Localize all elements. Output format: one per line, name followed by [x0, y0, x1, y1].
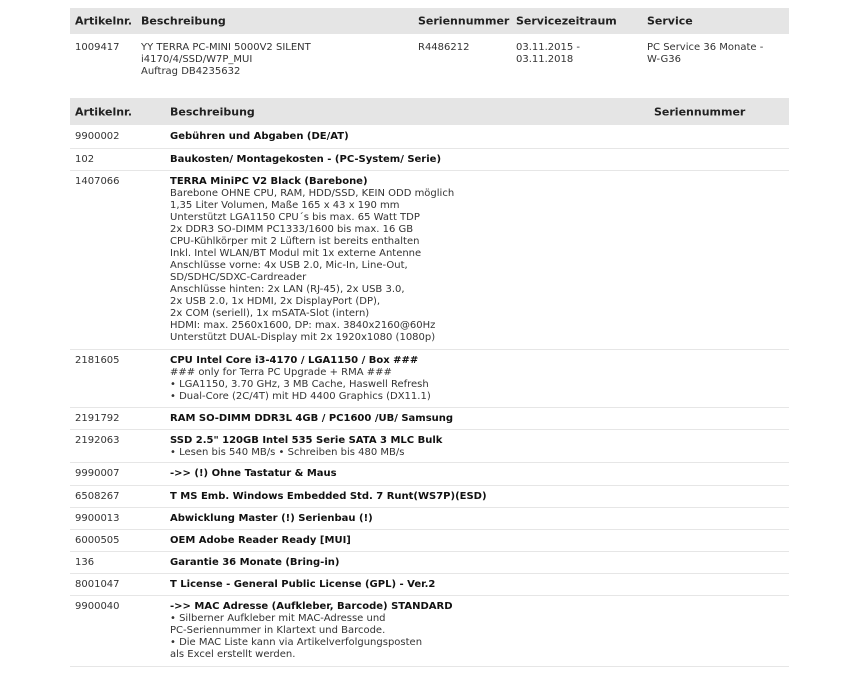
beschreibung-cell — [170, 579, 770, 591]
table1-header — [70, 8, 789, 34]
table-row — [70, 148, 789, 171]
artikelnr-cell: 8001047 — [75, 579, 120, 590]
col-artikelnr-header: Artikelnr. — [75, 14, 133, 28]
item-detail-line: 2x DDR3 SO-DIMM PC1333/1600 bis max. 16 GB — [170, 224, 414, 235]
table1-row — [70, 34, 789, 98]
item-title: TERRA MiniPC V2 Black (Barebone) — [170, 176, 368, 187]
item-detail-line: • Die MAC Liste kann via Artikelverfolgungsposten — [170, 637, 423, 648]
artikelnr-cell: 1407066 — [75, 176, 120, 187]
beschreibung-cell — [170, 557, 770, 569]
table-row — [70, 485, 789, 508]
item-detail-line: 1,35 Liter Volumen, Maße 165 x 43 x 190 mm — [170, 200, 400, 211]
beschreibung-cell — [170, 355, 770, 403]
service-line: W-G36 — [647, 53, 681, 65]
artikelnr-cell: 9900040 — [75, 601, 120, 612]
item-detail-line: 2x COM (seriell), 1x mSATA-Slot (intern) — [170, 308, 370, 319]
artikelnr-cell: 2191792 — [75, 413, 120, 424]
service-line: PC Service 36 Monate - — [647, 42, 764, 53]
col-beschreibung-header: Beschreibung — [141, 14, 226, 28]
item-detail-line: SD/SDHC/SDXC-Cardreader — [170, 272, 307, 283]
beschreibung-cell — [170, 601, 770, 661]
table-row — [70, 170, 789, 350]
col-seriennummer-header: Seriennummer — [418, 14, 510, 28]
item-detail-line: Anschlüsse hinten: 2x LAN (RJ-45), 2x USB 3.0, — [170, 284, 405, 295]
item-title: Baukosten/ Montagekosten - (PC-System/ Serie) — [170, 154, 442, 165]
beschreibung-cell — [170, 176, 770, 344]
seriennummer-cell: R4486212 — [418, 42, 470, 53]
beschreibung-cell — [141, 42, 311, 77]
item-detail-line: PC-Seriennummer in Klartext und Barcode. — [170, 625, 386, 636]
artikelnr-cell: 6508267 — [75, 491, 120, 502]
servicezeitraum-line: 03.11.2018 — [516, 53, 574, 65]
artikelnr-cell: 2192063 — [75, 435, 120, 446]
item-detail-line: HDMI: max. 2560x1600, DP: max. 3840x2160@60Hz — [170, 320, 436, 331]
item-title: RAM SO-DIMM DDR3L 4GB / PC1600 /UB/ Samsung — [170, 413, 454, 424]
beschreibung-cell — [170, 154, 770, 166]
table-row — [70, 573, 789, 596]
beschreibung-cell — [170, 413, 770, 425]
table-row — [70, 462, 789, 486]
artikelnr-cell: 6000505 — [75, 535, 120, 546]
item-detail-line: 2x USB 2.0, 1x HDMI, 2x DisplayPort (DP), — [170, 296, 381, 307]
beschreibung-line: i4170/4/SSD/W7P_MUI — [141, 53, 253, 65]
item-title: OEM Adobe Reader Ready [MUI] — [170, 535, 351, 546]
beschreibung-cell — [170, 513, 770, 525]
item-title: CPU Intel Core i3-4170 / LGA1150 / Box ### — [170, 355, 419, 366]
col-service-header: Service — [647, 14, 693, 28]
beschreibung-cell — [170, 468, 770, 480]
artikelnr-cell: 102 — [75, 154, 95, 165]
item-detail-line: • Silberner Aufkleber mit MAC-Adresse und — [170, 613, 386, 624]
servicezeitraum-cell — [516, 42, 580, 66]
col-artikelnr-header: Artikelnr. — [75, 105, 133, 118]
artikelnr-cell: 1009417 — [75, 42, 120, 53]
item-detail-line: • Dual-Core (2C/4T) mit HD 4400 Graphics (DX11.1) — [170, 391, 431, 402]
item-detail-line: • LGA1150, 3.70 GHz, 3 MB Cache, Haswell Refresh — [170, 379, 429, 390]
beschreibung-cell — [170, 491, 770, 503]
beschreibung-line: Auftrag DB4235632 — [141, 65, 241, 77]
item-title: T License - General Public License (GPL) - Ver.2 — [170, 579, 436, 590]
artikelnr-cell: 9900013 — [75, 513, 120, 524]
item-title: Gebühren und Abgaben (DE/AT) — [170, 131, 349, 142]
item-title: Garantie 36 Monate (Bring-in) — [170, 557, 340, 568]
col-seriennummer-header: Seriennummer — [654, 105, 746, 118]
table-row — [70, 507, 789, 530]
artikelnr-cell: 136 — [75, 557, 95, 568]
beschreibung-cell — [170, 131, 770, 143]
table2-header — [70, 98, 789, 125]
item-detail-line: Anschlüsse vorne: 4x USB 2.0, Mic-In, Line-Out, — [170, 260, 408, 271]
item-title: ->> MAC Adresse (Aufkleber, Barcode) STANDARD — [170, 601, 453, 612]
item-title: SSD 2.5" 120GB Intel 535 Serie SATA 3 MLC Bulk — [170, 435, 443, 446]
col-servicezeitraum-header: Servicezeitraum — [516, 14, 617, 28]
table-row — [70, 349, 789, 408]
table-row — [70, 429, 789, 463]
artikelnr-cell: 2181605 — [75, 355, 120, 366]
item-detail-line: Unterstützt DUAL-Display mit 2x 1920x1080 (1080p) — [170, 332, 436, 343]
artikelnr-cell: 9900002 — [75, 131, 120, 142]
col-beschreibung-header: Beschreibung — [170, 105, 255, 118]
item-title: ->> (!) Ohne Tastatur & Maus — [170, 468, 337, 479]
table-row — [70, 529, 789, 552]
item-title: Abwicklung Master (!) Serienbau (!) — [170, 513, 373, 524]
table-row — [70, 595, 789, 667]
item-title: T MS Emb. Windows Embedded Std. 7 Runt(WS7P)(ESD) — [170, 491, 487, 502]
table-row — [70, 551, 789, 574]
item-detail-line: Inkl. Intel WLAN/BT Modul mit 1x externe Antenne — [170, 248, 422, 259]
item-detail-line: ### only for Terra PC Upgrade + RMA ### — [170, 367, 392, 378]
beschreibung-cell — [170, 435, 770, 459]
item-detail-line: Unterstützt LGA1150 CPU´s bis max. 65 Watt TDP — [170, 212, 420, 223]
artikelnr-cell: 9990007 — [75, 468, 120, 479]
service-cell — [647, 42, 763, 66]
table-row — [70, 407, 789, 430]
table-row — [70, 125, 789, 149]
item-detail-line: Barebone OHNE CPU, RAM, HDD/SSD, KEIN ODD möglich — [170, 188, 455, 199]
item-detail-line: CPU-Kühlkörper mit 2 Lüftern ist bereits enthalten — [170, 236, 420, 247]
item-detail-line: • Lesen bis 540 MB/s • Schreiben bis 480 MB/s — [170, 447, 405, 458]
beschreibung-cell — [170, 535, 770, 547]
beschreibung-line: YY TERRA PC-MINI 5000V2 SILENT — [141, 42, 311, 53]
servicezeitraum-line: 03.11.2015 - — [516, 42, 581, 53]
item-detail-line: als Excel erstellt werden. — [170, 649, 296, 660]
